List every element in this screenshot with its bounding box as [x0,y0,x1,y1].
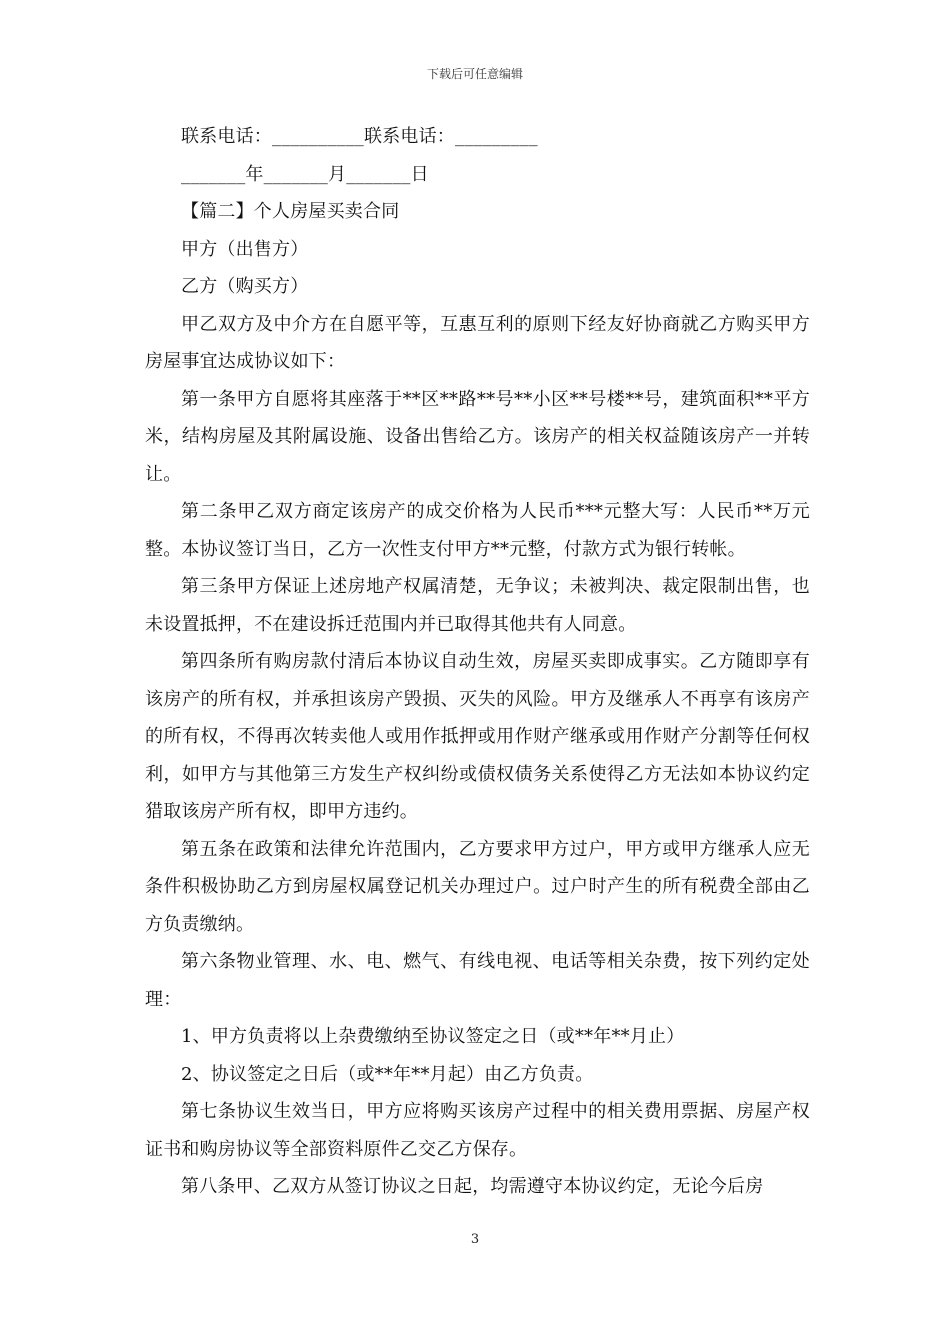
paragraph-article-6: 第六条物业管理、水、电、燃气、有线电视、电话等相关杂费，按下列约定处理： [145,951,810,1010]
document-body [145,118,810,1206]
party-b: 乙方（购买方） [181,276,309,297]
paragraph-item-2: 2、协议签定之日后（或**年**月起）由乙方负责。 [181,1063,594,1085]
section-title: 【篇二】个人房屋买卖合同 [181,201,400,222]
page-number: 3 [470,1232,480,1247]
paragraph-article-4: 第四条所有购房款付清后本协议自动生效，房屋买卖即成事实。乙方随即享有该房产的所有权，并承担该房产毁损、灭失的风险。甲方及继承人不再享有该房产的所有权，不得再次转卖他人或用作抵押或用作财产继承或用作财产分割等任何权利，如甲方与其他第三方发生产权纠纷或债权债务关系使得乙方无法如本协议约定猎取该房产所有权，即甲方违约。 [145,651,810,822]
paragraph-article-8: 第八条甲、乙双方从签订协议之日起，均需遵守本协议约定，无论今后房 [181,1176,764,1197]
paragraph-intro: 甲乙双方及中介方在自愿平等，互惠互利的原则下经友好协商就乙方购买甲方房屋事宜达成协议如下： [145,313,810,372]
paragraph-article-1: 第一条甲方自愿将其座落于**区**路**号**小区**号楼**号，建筑面积**平方米，结构房屋及其附属设施、设备出售给乙方。该房产的相关权益随该房产一并转让。 [145,388,810,485]
paragraph-article-3: 第三条甲方保证上述房地产权属清楚，无争议；未被判决、裁定限制出售，也未设置抵押，不在建设拆迁范围内并已取得其他共有人同意。 [145,576,810,635]
paragraph-item-1: 1、甲方负责将以上杂费缴纳至协议签定之日（或**年**月止） [181,1026,685,1047]
party-a: 甲方（出售方） [181,238,309,260]
paragraph-article-5: 第五条在政策和法律允许范围内，乙方要求甲方过户，甲方或甲方继承人应无条件积极协助乙方到房屋权属登记机关办理过户。过户时产生的所有税费全部由乙方负责缴纳。 [145,838,810,935]
contact-line: 联系电话：__________联系电话：_________ [181,126,538,147]
paragraph-article-7: 第七条协议生效当日，甲方应将购买该房产过程中的相关费用票据、房屋产权证书和购房协议等全部资料原件乙交乙方保存。 [145,1101,810,1160]
page-header-note: 下载后可任意编辑 [426,67,523,81]
paragraph-article-2: 第二条甲乙双方商定该房产的成交价格为人民币***元整大写：人民币**万元整。本协议签订当日，乙方一次性支付甲方**元整，付款方式为银行转帐。 [145,501,810,560]
date-line: _______年_______月_______日 [181,163,429,185]
